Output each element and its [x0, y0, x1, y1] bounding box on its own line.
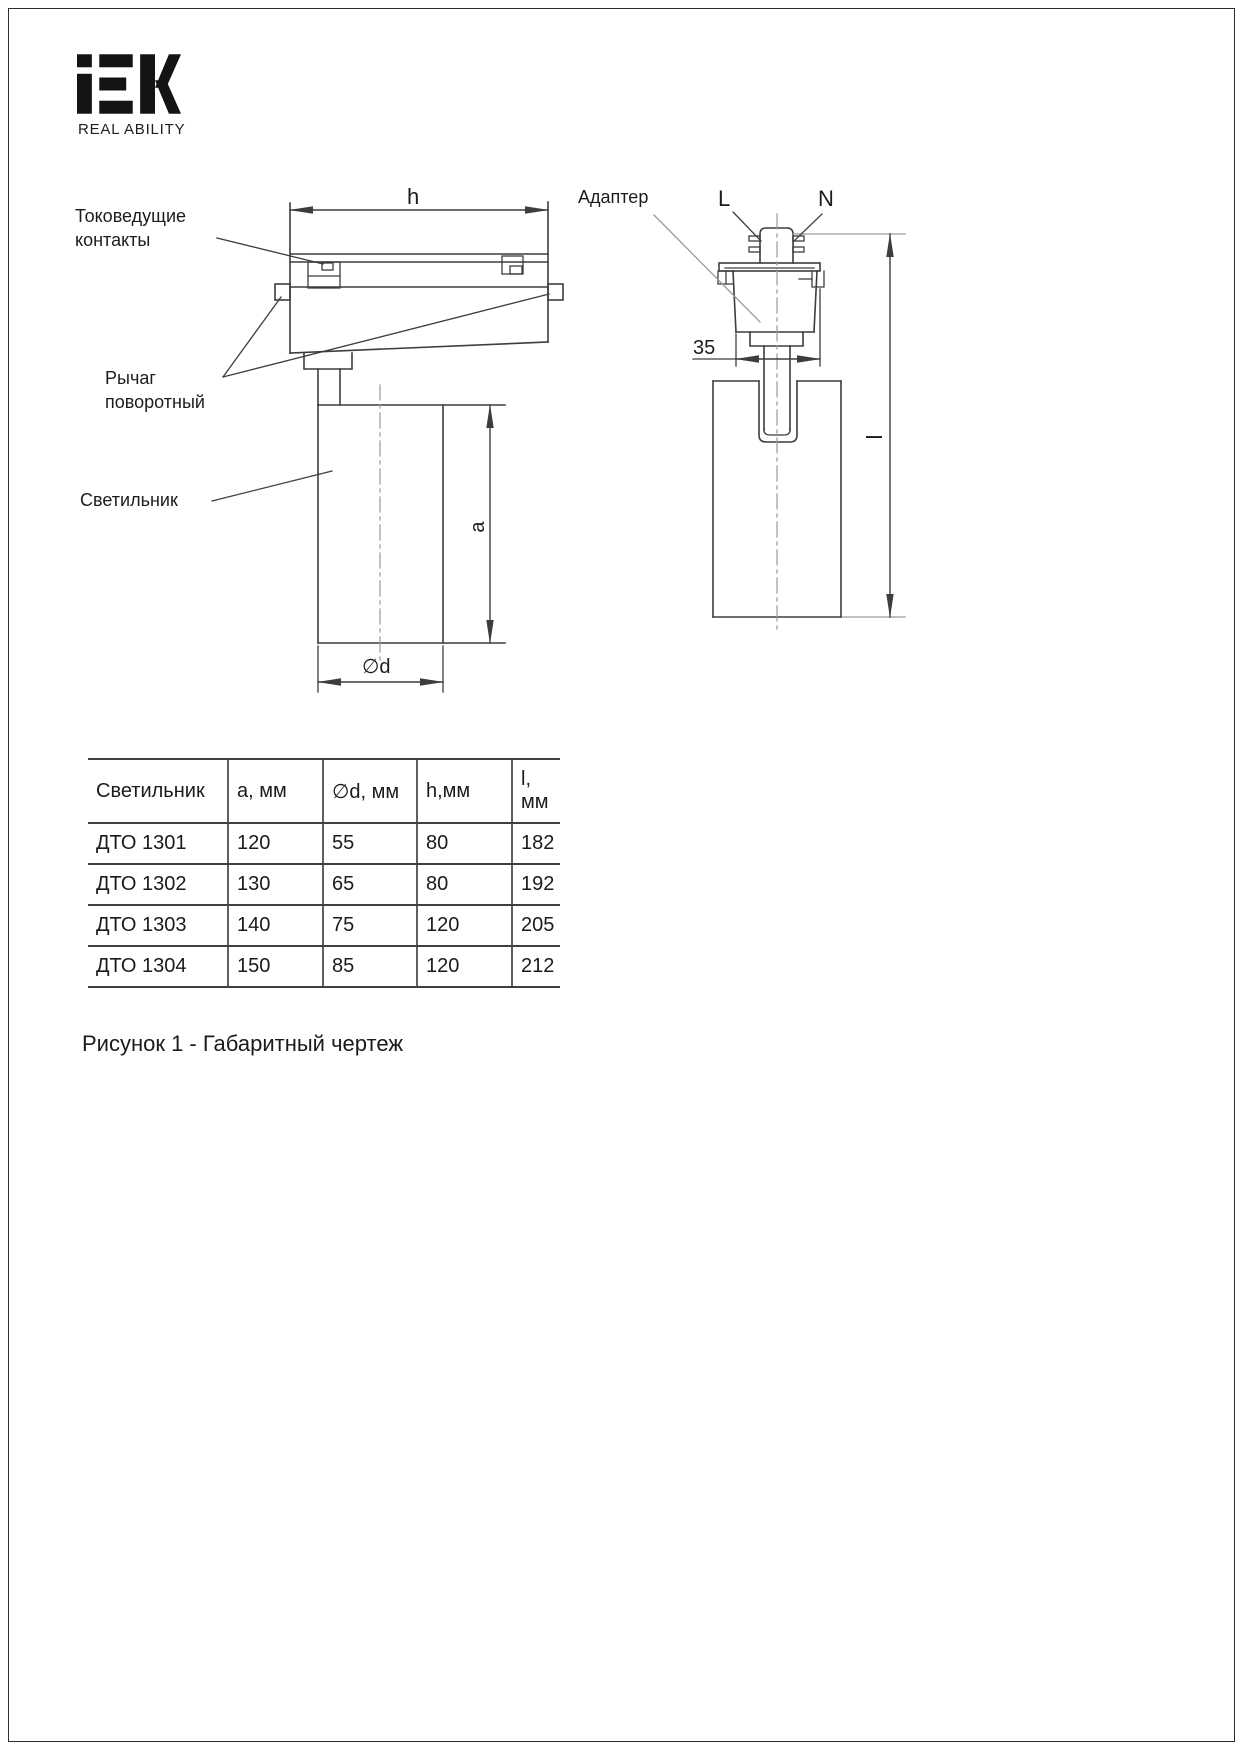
cell-a: 130: [228, 864, 323, 905]
dim-label-h: h: [407, 184, 420, 209]
luminaire-cylinder-front: [713, 381, 841, 617]
dim-label-d: ∅d: [362, 656, 391, 678]
label-phase-L: L: [718, 186, 731, 211]
table-row: [88, 946, 560, 987]
col-header-model: Светильник: [88, 759, 228, 823]
dimensions-table: [88, 758, 560, 988]
leader-lines-side: [212, 238, 549, 501]
cell-d: 65: [323, 864, 417, 905]
iek-logo: [77, 54, 181, 114]
cell-model: ДТО 1301: [88, 823, 228, 864]
cell-model: ДТО 1303: [88, 905, 228, 946]
cell-d: 75: [323, 905, 417, 946]
col-header-a: a, мм: [228, 759, 323, 823]
cell-h: 120: [417, 946, 512, 987]
figure-caption: Рисунок 1 - Габаритный чертеж: [82, 1031, 404, 1056]
dim-label-l: l: [862, 434, 887, 440]
swivel-lever-right: [548, 284, 563, 300]
cell-d: 55: [323, 823, 417, 864]
cell-h: 80: [417, 823, 512, 864]
cell-d: 85: [323, 946, 417, 987]
dim-label-35: 35: [693, 337, 716, 359]
brand-tagline: REAL ABILITY: [78, 121, 186, 138]
table-row: [88, 864, 560, 905]
cell-a: 150: [228, 946, 323, 987]
cell-l: 182: [512, 823, 560, 864]
cell-l: 212: [512, 946, 560, 987]
swivel-lever-left: [275, 284, 290, 300]
adapter-body-front: [733, 271, 817, 346]
label-contacts: Токоведущие контакты: [75, 206, 187, 250]
cell-a: 120: [228, 823, 323, 864]
label-luminaire: Светильник: [80, 490, 178, 510]
table-header-row: [88, 759, 560, 823]
adapter-neck: [760, 228, 793, 263]
leader-lines-front: [654, 212, 822, 322]
luminaire-slot: [759, 381, 797, 442]
cell-h: 120: [417, 905, 512, 946]
front-view-drawing: [654, 212, 905, 632]
label-adapter: Адаптер: [578, 187, 649, 207]
cell-a: 140: [228, 905, 323, 946]
table-row: [88, 905, 560, 946]
cell-model: ДТО 1304: [88, 946, 228, 987]
adapter-stem: [764, 346, 790, 435]
col-header-l: l, мм: [512, 759, 560, 823]
label-neutral-N: N: [818, 186, 834, 211]
cell-h: 80: [417, 864, 512, 905]
logo-text: [0, 0, 1, 1]
side-view-drawing: [212, 202, 563, 692]
col-header-d: ∅d, мм: [323, 759, 417, 823]
cell-l: 192: [512, 864, 560, 905]
table-row: [88, 823, 560, 864]
dim-label-a: a: [467, 521, 489, 533]
phase-neutral-contacts: [749, 236, 804, 252]
mount-flange: [304, 353, 352, 369]
cell-l: 205: [512, 905, 560, 946]
track-contacts: [308, 256, 523, 288]
label-swivel-lever: Рычаг поворотный: [105, 368, 205, 412]
cell-model: ДТО 1302: [88, 864, 228, 905]
adapter-top-plate: [719, 263, 820, 271]
col-header-h: h,мм: [417, 759, 512, 823]
